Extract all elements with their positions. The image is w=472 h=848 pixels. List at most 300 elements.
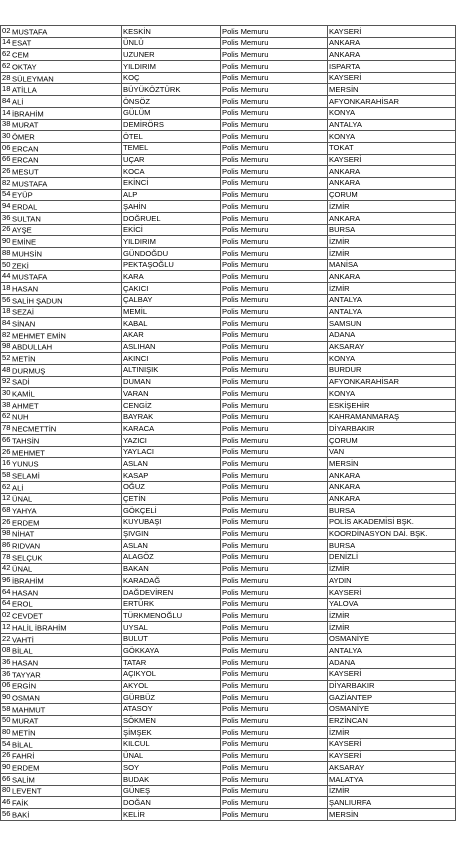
title-cell: Polis Memuru bbox=[221, 283, 328, 295]
name-cell bbox=[1, 540, 122, 552]
title-cell: Polis Memuru bbox=[221, 213, 328, 225]
first-name: TAYYAR bbox=[12, 670, 41, 680]
row-number-fragment: 44 bbox=[2, 272, 11, 280]
city-cell: AKSARAY bbox=[328, 762, 456, 774]
table-row bbox=[1, 493, 456, 505]
table-row bbox=[1, 727, 456, 739]
name-cell bbox=[1, 283, 122, 295]
surname-cell: ATASOY bbox=[122, 703, 221, 715]
city-cell: KAYSERİ bbox=[328, 587, 456, 599]
table-row bbox=[1, 318, 456, 330]
title-cell: Polis Memuru bbox=[221, 470, 328, 482]
surname-cell: KESKİN bbox=[122, 26, 221, 38]
table-row bbox=[1, 411, 456, 423]
row-number-fragment: 18 bbox=[2, 283, 11, 292]
name-cell bbox=[1, 201, 122, 213]
title-cell: Polis Memuru bbox=[221, 680, 328, 692]
row-number-fragment: 94 bbox=[2, 202, 11, 210]
title-cell: Polis Memuru bbox=[221, 201, 328, 213]
table-row bbox=[1, 680, 456, 692]
name-cell bbox=[1, 809, 122, 821]
name-cell bbox=[1, 750, 122, 762]
name-cell bbox=[1, 657, 122, 669]
surname-cell: KARACA bbox=[122, 423, 221, 435]
table-row bbox=[1, 271, 456, 283]
surname-cell: ÖTEL bbox=[122, 131, 221, 143]
surname-cell: YAYLACI bbox=[122, 446, 221, 458]
surname-cell: PEKTAŞOĞLU bbox=[122, 259, 221, 271]
city-cell: DİYARBAKIR bbox=[328, 423, 456, 435]
surname-cell: MEMİL bbox=[122, 306, 221, 318]
first-name: ERCAN bbox=[12, 144, 39, 154]
city-cell: KAYSERİ bbox=[328, 26, 456, 38]
table-row bbox=[1, 435, 456, 447]
surname-cell: ŞAHİN bbox=[122, 201, 221, 213]
surname-cell: EKİCİ bbox=[122, 224, 221, 236]
surname-cell: YILDIRIM bbox=[122, 236, 221, 248]
city-cell: ANKARA bbox=[328, 481, 456, 493]
first-name: ERCAN bbox=[12, 155, 39, 165]
title-cell: Polis Memuru bbox=[221, 96, 328, 108]
city-cell: ANKARA bbox=[328, 49, 456, 61]
title-cell: Polis Memuru bbox=[221, 458, 328, 470]
city-cell: ŞANLIURFA bbox=[328, 797, 456, 809]
city-cell: İZMİR bbox=[328, 785, 456, 797]
first-name: ESAT bbox=[12, 39, 32, 49]
first-name: ERGİN bbox=[12, 681, 37, 691]
table-row bbox=[1, 470, 456, 482]
title-cell: Polis Memuru bbox=[221, 575, 328, 587]
title-cell: Polis Memuru bbox=[221, 353, 328, 365]
title-cell: Polis Memuru bbox=[221, 84, 328, 96]
row-number-fragment: 54 bbox=[2, 190, 11, 198]
first-name: NECMETTİN bbox=[12, 424, 57, 434]
first-name: OSMAN bbox=[12, 693, 40, 703]
row-number-fragment: 36 bbox=[2, 657, 11, 666]
name-cell bbox=[1, 341, 122, 353]
first-name: MUSTAFA bbox=[12, 272, 48, 282]
first-name: MEHMET bbox=[12, 448, 45, 458]
city-cell: AYDIN bbox=[328, 575, 456, 587]
surname-cell: ALTINIŞIK bbox=[122, 364, 221, 376]
name-cell bbox=[1, 610, 122, 622]
name-cell bbox=[1, 633, 122, 645]
first-name: HASAN bbox=[12, 284, 39, 294]
name-cell bbox=[1, 680, 122, 692]
surname-cell: KILCUL bbox=[122, 738, 221, 750]
row-number-fragment: 78 bbox=[2, 424, 11, 432]
table-row bbox=[1, 61, 456, 73]
name-cell bbox=[1, 493, 122, 505]
title-cell: Polis Memuru bbox=[221, 376, 328, 388]
table-row bbox=[1, 528, 456, 540]
personnel-table bbox=[0, 25, 456, 821]
first-name: HASAN bbox=[12, 588, 39, 598]
row-number-fragment: 58 bbox=[2, 704, 11, 713]
city-cell: İZMİR bbox=[328, 622, 456, 634]
name-cell bbox=[1, 61, 122, 73]
city-cell: ADANA bbox=[328, 329, 456, 341]
row-number-fragment: 26 bbox=[2, 225, 11, 234]
first-name: LEVENT bbox=[12, 787, 42, 797]
city-cell: ANKARA bbox=[328, 271, 456, 283]
first-name: TAHSİN bbox=[12, 436, 40, 446]
row-number-fragment: 58 bbox=[2, 470, 11, 479]
name-cell bbox=[1, 213, 122, 225]
first-name: HASAN bbox=[12, 658, 39, 668]
table-row bbox=[1, 201, 456, 213]
first-name: ERDEM bbox=[12, 518, 40, 528]
first-name: MEHMET EMİN bbox=[12, 331, 66, 341]
city-cell: YALOVA bbox=[328, 598, 456, 610]
row-number-fragment: 62 bbox=[2, 412, 11, 421]
surname-cell: BAKAN bbox=[122, 563, 221, 575]
city-cell: GAZİANTEP bbox=[328, 692, 456, 704]
name-cell bbox=[1, 703, 122, 715]
city-cell: KAYSERİ bbox=[328, 750, 456, 762]
title-cell: Polis Memuru bbox=[221, 446, 328, 458]
title-cell: Polis Memuru bbox=[221, 26, 328, 38]
first-name: ÜNAL bbox=[12, 494, 33, 504]
table-row bbox=[1, 26, 456, 38]
title-cell: Polis Memuru bbox=[221, 388, 328, 400]
name-cell bbox=[1, 692, 122, 704]
personnel-list-sheet bbox=[0, 25, 456, 821]
title-cell: Polis Memuru bbox=[221, 493, 328, 505]
title-cell: Polis Memuru bbox=[221, 668, 328, 680]
row-number-fragment: 26 bbox=[2, 751, 11, 759]
first-name: SALİH ŞADUN bbox=[12, 296, 63, 306]
table-row bbox=[1, 329, 456, 341]
title-cell: Polis Memuru bbox=[221, 61, 328, 73]
title-cell: Polis Memuru bbox=[221, 248, 328, 260]
surname-cell: GÜRBÜZ bbox=[122, 692, 221, 704]
table-row bbox=[1, 49, 456, 61]
row-number-fragment: 50 bbox=[2, 260, 11, 269]
row-number-fragment: 26 bbox=[2, 517, 11, 526]
table-row bbox=[1, 809, 456, 821]
surname-cell: BAYRAK bbox=[122, 411, 221, 423]
title-cell: Polis Memuru bbox=[221, 329, 328, 341]
row-number-fragment: 48 bbox=[2, 365, 11, 374]
name-cell bbox=[1, 189, 122, 201]
city-cell: İZMİR bbox=[328, 727, 456, 739]
row-number-fragment: 06 bbox=[2, 143, 11, 152]
first-name: EROL bbox=[12, 600, 33, 610]
surname-cell: KASAP bbox=[122, 470, 221, 482]
name-cell bbox=[1, 107, 122, 119]
name-cell bbox=[1, 551, 122, 563]
title-cell: Polis Memuru bbox=[221, 189, 328, 201]
table-row bbox=[1, 657, 456, 669]
row-number-fragment: 14 bbox=[2, 108, 11, 117]
title-cell: Polis Memuru bbox=[221, 645, 328, 657]
first-name: ÖMER bbox=[12, 132, 35, 142]
first-name: MAHMUT bbox=[12, 705, 46, 715]
surname-cell: AÇIKYOL bbox=[122, 668, 221, 680]
first-name: SÜLEYMAN bbox=[12, 74, 54, 84]
table-row bbox=[1, 575, 456, 587]
title-cell: Polis Memuru bbox=[221, 587, 328, 599]
title-cell: Polis Memuru bbox=[221, 142, 328, 154]
surname-cell: ERTÜRK bbox=[122, 598, 221, 610]
row-number-fragment: 28 bbox=[2, 73, 11, 82]
row-number-fragment: 66 bbox=[2, 774, 11, 783]
first-name: NUH bbox=[12, 413, 29, 423]
row-number-fragment: 26 bbox=[2, 447, 11, 456]
city-cell: BURSA bbox=[328, 224, 456, 236]
title-cell: Polis Memuru bbox=[221, 481, 328, 493]
row-number-fragment: 84 bbox=[2, 96, 11, 105]
title-cell: Polis Memuru bbox=[221, 528, 328, 540]
table-row bbox=[1, 189, 456, 201]
city-cell: KONYA bbox=[328, 353, 456, 365]
table-row bbox=[1, 154, 456, 166]
table-row bbox=[1, 376, 456, 388]
name-cell bbox=[1, 505, 122, 517]
surname-cell: ASLAN bbox=[122, 458, 221, 470]
name-cell bbox=[1, 329, 122, 341]
city-cell: ANTALYA bbox=[328, 645, 456, 657]
table-row bbox=[1, 645, 456, 657]
row-number-fragment: 78 bbox=[2, 552, 11, 561]
city-cell: SAMSUN bbox=[328, 318, 456, 330]
title-cell: Polis Memuru bbox=[221, 411, 328, 423]
city-cell: İZMİR bbox=[328, 236, 456, 248]
first-name: MURAT bbox=[12, 120, 39, 130]
city-cell: KOORDİNASYON DAİ. BŞK. bbox=[328, 528, 456, 540]
surname-cell: GÖKÇELİ bbox=[122, 505, 221, 517]
row-number-fragment: 64 bbox=[2, 599, 11, 608]
city-cell: ANKARA bbox=[328, 166, 456, 178]
city-cell: KAYSERİ bbox=[328, 668, 456, 680]
title-cell: Polis Memuru bbox=[221, 364, 328, 376]
city-cell: POLİS AKADEMİSİ BŞK. bbox=[328, 516, 456, 528]
name-cell bbox=[1, 727, 122, 739]
city-cell: ISPARTA bbox=[328, 61, 456, 73]
first-name: AYŞE bbox=[12, 226, 32, 236]
row-number-fragment: 80 bbox=[2, 728, 11, 736]
title-cell: Polis Memuru bbox=[221, 785, 328, 797]
city-cell: KAYSERİ bbox=[328, 154, 456, 166]
name-cell bbox=[1, 248, 122, 260]
row-number-fragment: 18 bbox=[2, 85, 11, 93]
first-name: CEM bbox=[12, 50, 29, 60]
title-cell: Polis Memuru bbox=[221, 692, 328, 704]
row-number-fragment: 98 bbox=[2, 342, 11, 350]
table-row bbox=[1, 259, 456, 271]
table-row bbox=[1, 551, 456, 563]
city-cell: MANİSA bbox=[328, 259, 456, 271]
surname-cell: TATAR bbox=[122, 657, 221, 669]
title-cell: Polis Memuru bbox=[221, 563, 328, 575]
row-number-fragment: 42 bbox=[2, 564, 11, 572]
city-cell: ESKİŞEHİR bbox=[328, 400, 456, 412]
name-cell bbox=[1, 516, 122, 528]
table-row bbox=[1, 563, 456, 575]
surname-cell: TEMEL bbox=[122, 142, 221, 154]
row-number-fragment: 12 bbox=[2, 622, 11, 631]
name-cell bbox=[1, 423, 122, 435]
title-cell: Polis Memuru bbox=[221, 224, 328, 236]
city-cell: MERSİN bbox=[328, 458, 456, 470]
table-row bbox=[1, 107, 456, 119]
table-row bbox=[1, 364, 456, 376]
surname-cell: AKINCI bbox=[122, 353, 221, 365]
city-cell: KONYA bbox=[328, 388, 456, 400]
name-cell bbox=[1, 236, 122, 248]
surname-cell: UZUNER bbox=[122, 49, 221, 61]
city-cell: ANTALYA bbox=[328, 294, 456, 306]
title-cell: Polis Memuru bbox=[221, 107, 328, 119]
first-name: METİN bbox=[12, 728, 36, 738]
row-number-fragment: 54 bbox=[2, 739, 11, 748]
first-name: METİN bbox=[12, 354, 36, 364]
city-cell: KONYA bbox=[328, 131, 456, 143]
table-row bbox=[1, 248, 456, 260]
city-cell: ADANA bbox=[328, 657, 456, 669]
table-row bbox=[1, 96, 456, 108]
title-cell: Polis Memuru bbox=[221, 119, 328, 131]
name-cell bbox=[1, 142, 122, 154]
city-cell: OSMANİYE bbox=[328, 703, 456, 715]
city-cell: DENİZLİ bbox=[328, 551, 456, 563]
table-row bbox=[1, 516, 456, 528]
table-row bbox=[1, 388, 456, 400]
table-row bbox=[1, 84, 456, 96]
title-cell: Polis Memuru bbox=[221, 154, 328, 166]
first-name: CEVDET bbox=[12, 611, 43, 621]
first-name: MURAT bbox=[12, 716, 39, 726]
name-cell bbox=[1, 563, 122, 575]
title-cell: Polis Memuru bbox=[221, 738, 328, 750]
surname-cell: ALAGÖZ bbox=[122, 551, 221, 563]
name-cell bbox=[1, 294, 122, 306]
table-row bbox=[1, 306, 456, 318]
surname-cell: ÜNLÜ bbox=[122, 37, 221, 49]
table-row bbox=[1, 423, 456, 435]
first-name: YUNUS bbox=[12, 459, 39, 469]
surname-cell: SÖKMEN bbox=[122, 715, 221, 727]
surname-cell: DEMİRÖRS bbox=[122, 119, 221, 131]
table-row bbox=[1, 224, 456, 236]
name-cell bbox=[1, 224, 122, 236]
first-name: ERDAL bbox=[12, 202, 38, 212]
first-name: SELAMİ bbox=[12, 471, 40, 481]
row-number-fragment: 98 bbox=[2, 529, 11, 537]
table-row bbox=[1, 294, 456, 306]
name-cell bbox=[1, 131, 122, 143]
name-cell bbox=[1, 458, 122, 470]
table-row bbox=[1, 283, 456, 295]
city-cell: MERSİN bbox=[328, 809, 456, 821]
title-cell: Polis Memuru bbox=[221, 400, 328, 412]
row-number-fragment: 02 bbox=[2, 611, 11, 619]
first-name: ATİLLA bbox=[12, 85, 37, 95]
surname-cell: ÜNAL bbox=[122, 750, 221, 762]
table-row bbox=[1, 400, 456, 412]
row-number-fragment: 36 bbox=[2, 213, 11, 222]
title-cell: Polis Memuru bbox=[221, 505, 328, 517]
surname-cell: KOCA bbox=[122, 166, 221, 178]
surname-cell: GÜNDOĞDU bbox=[122, 248, 221, 260]
surname-cell: GÜNEŞ bbox=[122, 785, 221, 797]
row-number-fragment: 26 bbox=[2, 167, 11, 175]
surname-cell: ASLAN bbox=[122, 540, 221, 552]
title-cell: Polis Memuru bbox=[221, 633, 328, 645]
row-number-fragment: 66 bbox=[2, 155, 11, 163]
table-row bbox=[1, 715, 456, 727]
row-number-fragment: 52 bbox=[2, 354, 11, 362]
row-number-fragment: 66 bbox=[2, 435, 11, 444]
name-cell bbox=[1, 762, 122, 774]
city-cell: BURSA bbox=[328, 505, 456, 517]
first-name: ABDULLAH bbox=[12, 342, 53, 352]
table-row bbox=[1, 797, 456, 809]
first-name: YAHYA bbox=[12, 506, 37, 516]
surname-cell: TÜRKMENOĞLU bbox=[122, 610, 221, 622]
row-number-fragment: 84 bbox=[2, 318, 11, 327]
first-name: İBRAHİM bbox=[12, 109, 44, 119]
surname-cell: DUMAN bbox=[122, 376, 221, 388]
title-cell: Polis Memuru bbox=[221, 762, 328, 774]
city-cell: ANKARA bbox=[328, 37, 456, 49]
first-name: SADİ bbox=[12, 377, 30, 387]
first-name: SELÇUK bbox=[12, 553, 43, 563]
table-row bbox=[1, 622, 456, 634]
city-cell: TOKAT bbox=[328, 142, 456, 154]
row-number-fragment: 90 bbox=[2, 763, 11, 771]
first-name: HALİL İBRAHİM bbox=[12, 623, 67, 633]
name-cell bbox=[1, 587, 122, 599]
row-number-fragment: 82 bbox=[2, 178, 11, 187]
title-cell: Polis Memuru bbox=[221, 797, 328, 809]
row-number-fragment: 46 bbox=[2, 798, 11, 806]
city-cell: ANKARA bbox=[328, 177, 456, 189]
table-row bbox=[1, 598, 456, 610]
city-cell: MALATYA bbox=[328, 774, 456, 786]
row-number-fragment: 06 bbox=[2, 681, 11, 689]
city-cell: AKSARAY bbox=[328, 341, 456, 353]
first-name: AHMET bbox=[12, 401, 39, 411]
city-cell: VAN bbox=[328, 446, 456, 458]
table-row bbox=[1, 236, 456, 248]
surname-cell: ÇALBAY bbox=[122, 294, 221, 306]
title-cell: Polis Memuru bbox=[221, 131, 328, 143]
table-row bbox=[1, 505, 456, 517]
row-number-fragment: 62 bbox=[2, 61, 11, 70]
name-cell bbox=[1, 72, 122, 84]
surname-cell: AKAR bbox=[122, 329, 221, 341]
table-row bbox=[1, 738, 456, 750]
surname-cell: ŞİMŞEK bbox=[122, 727, 221, 739]
first-name: NİHAT bbox=[12, 529, 35, 539]
table-row bbox=[1, 587, 456, 599]
table-row bbox=[1, 762, 456, 774]
name-cell bbox=[1, 154, 122, 166]
row-number-fragment: 90 bbox=[2, 692, 11, 701]
city-cell: İZMİR bbox=[328, 610, 456, 622]
table-row bbox=[1, 750, 456, 762]
city-cell: ANKARA bbox=[328, 213, 456, 225]
first-name: SİNAN bbox=[12, 319, 36, 329]
first-name: ZEKİ bbox=[12, 261, 29, 271]
table-row bbox=[1, 774, 456, 786]
row-number-fragment: 82 bbox=[2, 330, 11, 339]
name-cell bbox=[1, 598, 122, 610]
title-cell: Polis Memuru bbox=[221, 750, 328, 762]
row-number-fragment: 88 bbox=[2, 248, 11, 257]
